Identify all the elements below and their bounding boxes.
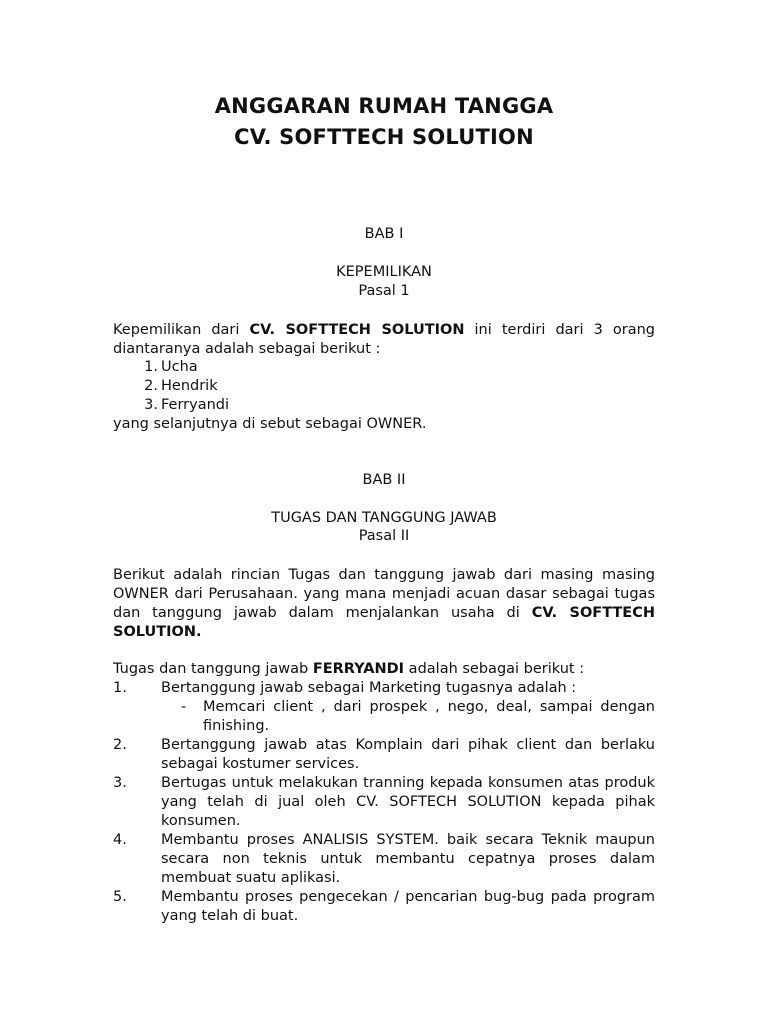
document-subtitle: CV. SOFTTECH SOLUTION xyxy=(234,125,534,149)
list-item xyxy=(113,679,655,698)
bab1-subheading: KEPEMILIKAN xyxy=(336,264,432,280)
bab1-pasal: Pasal 1 xyxy=(358,283,410,299)
duties-list xyxy=(113,679,655,926)
sub-item-text: Memcari client , dari prospek , nego, deal, sampai dengan finishing. xyxy=(203,699,655,734)
duty-text: Bertanggung jawab sebagai Marketing tugasnya adalah : xyxy=(161,680,577,696)
list-item xyxy=(113,736,655,774)
duty-text: Membantu proses pengecekan / pencarian bug-bug pada program yang telah di buat. xyxy=(161,889,655,924)
duty-text: Membantu proses ANALISIS SYSTEM. baik secara Teknik maupun secara non teknis untuk membantu cepatnya proses dalam membuat suatu aplikasi. xyxy=(161,832,655,886)
duty-text: Bertanggung jawab atas Komplain dari pihak client dan berlaku sebagai kostumer services. xyxy=(161,737,655,772)
duty-text: Bertugas untuk melakukan tranning kepada konsumen atas produk yang telah di jual oleh CV. SOFTECH SOLUTION kepada pihak konsumen. xyxy=(161,775,655,829)
list-item xyxy=(113,358,655,377)
list-item xyxy=(113,396,655,415)
bab2-company: CV. SOFTTECH SOLUTION. xyxy=(113,605,655,640)
bab2-intro xyxy=(113,566,655,642)
bab1-intro xyxy=(113,321,655,359)
list-item xyxy=(113,888,655,926)
bab1-intro-post: ini terdiri dari 3 orang diantaranya adalah sebagai berikut : xyxy=(113,322,655,357)
list-number: 3. xyxy=(144,397,158,413)
list-number: 1. xyxy=(144,359,158,375)
bab1-intro-pre: Kepemilikan dari xyxy=(113,322,250,338)
bab2-pasal: Pasal II xyxy=(358,528,410,544)
bab1-closing: yang selanjutnya di sebut sebagai OWNER. xyxy=(113,416,427,432)
owner-name: Ferryandi xyxy=(161,397,230,413)
list-number: 3. xyxy=(113,775,127,791)
bab2-heading: BAB II xyxy=(362,472,406,488)
list-number: 1. xyxy=(113,680,127,696)
duties-post: adalah sebagai berikut : xyxy=(404,661,585,677)
owner-name: Ucha xyxy=(161,359,198,375)
list-item xyxy=(113,831,655,888)
list-number: 2. xyxy=(144,378,158,394)
duties-pre: Tugas dan tanggung jawab xyxy=(113,661,313,677)
bab2-intro-text: Berikut adalah rincian Tugas dan tanggung jawab dari masing masing OWNER dari Perusahaan. yang mana menjadi acuan dasar sebagai tugas dan tanggung jawab dalam menjalankan usaha di xyxy=(113,567,655,621)
list-number: 4. xyxy=(113,832,127,848)
bab2-subheading: TUGAS DAN TANGGUNG JAWAB xyxy=(271,510,497,526)
bab1-heading: BAB I xyxy=(364,226,404,242)
dash-bullet: - xyxy=(181,699,187,715)
duties-name: FERRYANDI xyxy=(312,661,405,677)
list-item xyxy=(113,774,655,831)
owner-name: Hendrik xyxy=(161,378,218,394)
bab1-company: CV. SOFTTECH SOLUTION xyxy=(249,322,465,338)
document-title: ANGGARAN RUMAH TANGGA xyxy=(214,94,554,118)
list-number: 2. xyxy=(113,737,127,753)
sub-list-item xyxy=(177,698,655,736)
list-number: 5. xyxy=(113,889,127,905)
list-item xyxy=(113,377,655,396)
duties-intro xyxy=(113,660,655,679)
owners-list xyxy=(113,358,655,415)
